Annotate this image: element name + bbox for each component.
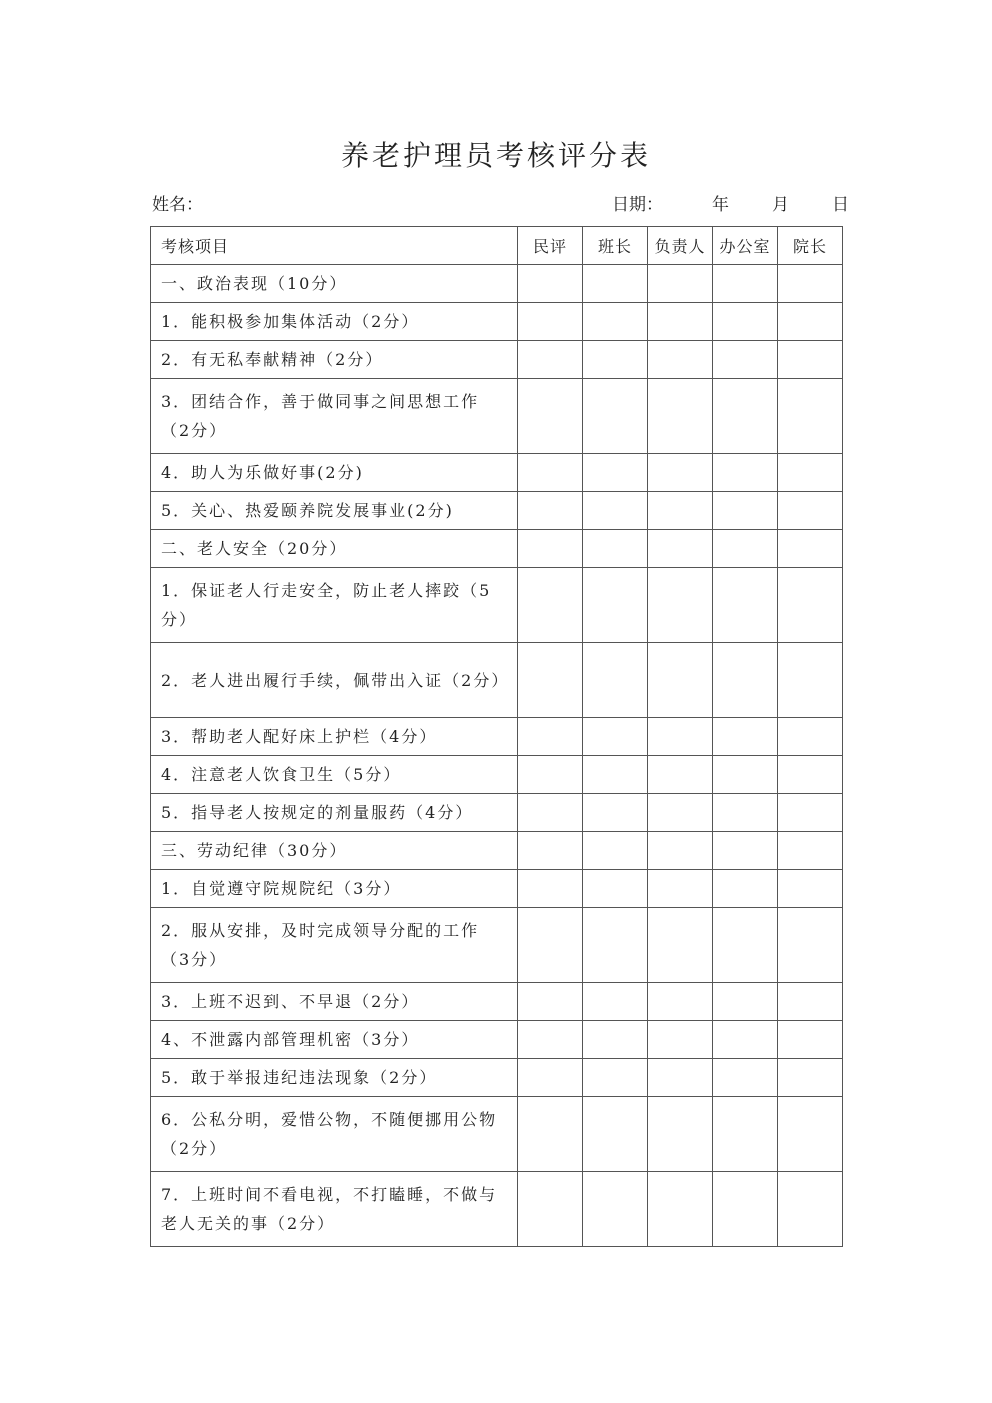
header-supervisor: 负责人: [648, 227, 713, 265]
table-row: [151, 718, 843, 756]
score-cell-public-review[interactable]: [518, 643, 583, 718]
header-item: 考核项目: [151, 227, 518, 265]
score-cell-director[interactable]: [778, 492, 843, 530]
score-cell-supervisor[interactable]: [648, 303, 713, 341]
assessment-item: 3．上班不迟到、不早退（2分）: [151, 983, 518, 1021]
score-cell-supervisor[interactable]: [648, 908, 713, 983]
score-cell-team-leader[interactable]: [583, 983, 648, 1021]
score-cell-supervisor[interactable]: [648, 379, 713, 454]
score-cell-public-review[interactable]: [518, 454, 583, 492]
score-cell-team-leader[interactable]: [583, 568, 648, 643]
day-label: 日: [832, 195, 849, 215]
score-cell-office[interactable]: [713, 832, 778, 870]
score-cell-director[interactable]: [778, 454, 843, 492]
header-team-leader: 班长: [583, 227, 648, 265]
score-cell-team-leader[interactable]: [583, 908, 648, 983]
score-cell-team-leader[interactable]: [583, 794, 648, 832]
table-row: [151, 492, 843, 530]
score-cell-supervisor[interactable]: [648, 492, 713, 530]
score-cell-team-leader[interactable]: [583, 492, 648, 530]
score-cell-public-review[interactable]: [518, 1021, 583, 1059]
score-cell-director[interactable]: [778, 794, 843, 832]
assessment-item: 4、不泄露内部管理机密（3分）: [151, 1021, 518, 1059]
score-cell-team-leader[interactable]: [583, 1172, 648, 1247]
name-label: 姓名：: [152, 195, 203, 215]
score-cell-public-review[interactable]: [518, 870, 583, 908]
table-row: [151, 303, 843, 341]
score-cell-team-leader[interactable]: [583, 1021, 648, 1059]
score-cell-office[interactable]: [713, 1097, 778, 1172]
score-cell-director[interactable]: [778, 832, 843, 870]
score-cell-director[interactable]: [778, 568, 843, 643]
score-cell-director[interactable]: [778, 1059, 843, 1097]
table-row: [151, 983, 843, 1021]
score-cell-supervisor[interactable]: [648, 1172, 713, 1247]
score-cell-office[interactable]: [713, 568, 778, 643]
score-cell-supervisor[interactable]: [648, 983, 713, 1021]
header-director: 院长: [778, 227, 843, 265]
assessment-item: 4．注意老人饮食卫生（5分）: [151, 756, 518, 794]
score-cell-director[interactable]: [778, 341, 843, 379]
score-cell-team-leader[interactable]: [583, 870, 648, 908]
score-cell-office[interactable]: [713, 1059, 778, 1097]
score-cell-team-leader[interactable]: [583, 454, 648, 492]
score-cell-supervisor[interactable]: [648, 643, 713, 718]
score-cell-public-review[interactable]: [518, 718, 583, 756]
assessment-item: 4．助人为乐做好事(2分): [151, 454, 518, 492]
score-cell-office[interactable]: [713, 870, 778, 908]
score-cell-office[interactable]: [713, 492, 778, 530]
score-cell-public-review[interactable]: [518, 265, 583, 303]
table-row: [151, 832, 843, 870]
score-cell-director[interactable]: [778, 1097, 843, 1172]
score-cell-public-review[interactable]: [518, 303, 583, 341]
score-cell-director[interactable]: [778, 530, 843, 568]
table-row: [151, 1097, 843, 1172]
table-row: [151, 341, 843, 379]
score-cell-public-review[interactable]: [518, 492, 583, 530]
assessment-item: 一、政治表现（10分）: [151, 265, 518, 303]
table-row: [151, 379, 843, 454]
score-cell-office[interactable]: [713, 265, 778, 303]
year-label: 年: [712, 195, 729, 215]
score-cell-office[interactable]: [713, 1172, 778, 1247]
month-label: 月: [772, 195, 789, 215]
table-row: [151, 756, 843, 794]
table-row: [151, 265, 843, 303]
score-cell-supervisor[interactable]: [648, 265, 713, 303]
score-cell-team-leader[interactable]: [583, 303, 648, 341]
score-cell-office[interactable]: [713, 756, 778, 794]
score-cell-director[interactable]: [778, 643, 843, 718]
score-cell-supervisor[interactable]: [648, 718, 713, 756]
score-cell-supervisor[interactable]: [648, 832, 713, 870]
header-public-review: 民评: [518, 227, 583, 265]
score-cell-public-review[interactable]: [518, 983, 583, 1021]
assessment-item: 1．自觉遵守院规院纪（3分）: [151, 870, 518, 908]
score-cell-office[interactable]: [713, 379, 778, 454]
table-row: [151, 530, 843, 568]
table-header-row: [151, 227, 843, 265]
date-label: 日期：: [612, 195, 663, 215]
score-cell-public-review[interactable]: [518, 1172, 583, 1247]
score-cell-office[interactable]: [713, 794, 778, 832]
table-row: [151, 1172, 843, 1247]
score-cell-team-leader[interactable]: [583, 756, 648, 794]
table-row: [151, 794, 843, 832]
score-cell-team-leader[interactable]: [583, 1059, 648, 1097]
score-cell-public-review[interactable]: [518, 756, 583, 794]
score-cell-director[interactable]: [778, 265, 843, 303]
assessment-item: 二、老人安全（20分）: [151, 530, 518, 568]
score-cell-director[interactable]: [778, 983, 843, 1021]
score-cell-office[interactable]: [713, 303, 778, 341]
table-row: [151, 568, 843, 643]
table-row: [151, 870, 843, 908]
score-cell-director[interactable]: [778, 870, 843, 908]
score-cell-public-review[interactable]: [518, 341, 583, 379]
assessment-item: 7．上班时间不看电视，不打瞌睡，不做与老人无关的事（2分）: [151, 1172, 518, 1247]
assessment-item: 5．关心、热爱颐养院发展事业(2分): [151, 492, 518, 530]
page-title: 养老护理员考核评分表: [340, 139, 651, 172]
assessment-item: 6．公私分明，爱惜公物，不随便挪用公物（2分）: [151, 1097, 518, 1172]
score-cell-team-leader[interactable]: [583, 265, 648, 303]
score-cell-office[interactable]: [713, 908, 778, 983]
score-cell-director[interactable]: [778, 379, 843, 454]
assessment-item: 3．帮助老人配好床上护栏（4分）: [151, 718, 518, 756]
score-cell-director[interactable]: [778, 1172, 843, 1247]
score-cell-office[interactable]: [713, 530, 778, 568]
assessment-item: 3．团结合作，善于做同事之间思想工作（2分）: [151, 379, 518, 454]
score-cell-supervisor[interactable]: [648, 568, 713, 643]
score-cell-director[interactable]: [778, 1021, 843, 1059]
score-cell-public-review[interactable]: [518, 379, 583, 454]
score-cell-director[interactable]: [778, 756, 843, 794]
score-cell-office[interactable]: [713, 341, 778, 379]
score-cell-supervisor[interactable]: [648, 794, 713, 832]
score-cell-director[interactable]: [778, 718, 843, 756]
assessment-item: 2．老人进出履行手续，佩带出入证（2分）: [151, 643, 518, 718]
score-cell-office[interactable]: [713, 983, 778, 1021]
score-cell-team-leader[interactable]: [583, 379, 648, 454]
assessment-item: 三、劳动纪律（30分）: [151, 832, 518, 870]
score-cell-public-review[interactable]: [518, 568, 583, 643]
table-row: [151, 908, 843, 983]
table-row: [151, 1059, 843, 1097]
score-cell-team-leader[interactable]: [583, 341, 648, 379]
score-cell-public-review[interactable]: [518, 530, 583, 568]
score-cell-office[interactable]: [713, 643, 778, 718]
score-cell-public-review[interactable]: [518, 1059, 583, 1097]
assessment-item: 1．保证老人行走安全，防止老人摔跤（5分）: [151, 568, 518, 643]
score-cell-office[interactable]: [713, 454, 778, 492]
score-cell-supervisor[interactable]: [648, 454, 713, 492]
score-cell-public-review[interactable]: [518, 794, 583, 832]
assessment-item: 5．敢于举报违纪违法现象（2分）: [151, 1059, 518, 1097]
score-cell-supervisor[interactable]: [648, 530, 713, 568]
score-cell-office[interactable]: [713, 718, 778, 756]
assessment-table: [150, 226, 843, 1247]
score-cell-team-leader[interactable]: [583, 832, 648, 870]
score-cell-team-leader[interactable]: [583, 1097, 648, 1172]
score-cell-team-leader[interactable]: [583, 530, 648, 568]
score-cell-team-leader[interactable]: [583, 718, 648, 756]
score-cell-public-review[interactable]: [518, 832, 583, 870]
score-cell-public-review[interactable]: [518, 908, 583, 983]
score-cell-director[interactable]: [778, 908, 843, 983]
score-cell-supervisor[interactable]: [648, 1059, 713, 1097]
score-cell-director[interactable]: [778, 303, 843, 341]
score-cell-supervisor[interactable]: [648, 341, 713, 379]
table-row: [151, 1021, 843, 1059]
score-cell-supervisor[interactable]: [648, 1097, 713, 1172]
score-cell-public-review[interactable]: [518, 1097, 583, 1172]
assessment-item: 2．有无私奉献精神（2分）: [151, 341, 518, 379]
table-row: [151, 454, 843, 492]
assessment-item: 2．服从安排，及时完成领导分配的工作（3分）: [151, 908, 518, 983]
header-office: 办公室: [713, 227, 778, 265]
score-cell-supervisor[interactable]: [648, 1021, 713, 1059]
score-cell-supervisor[interactable]: [648, 756, 713, 794]
score-cell-team-leader[interactable]: [583, 643, 648, 718]
assessment-item: 5．指导老人按规定的剂量服药（4分）: [151, 794, 518, 832]
score-cell-supervisor[interactable]: [648, 870, 713, 908]
table-row: [151, 643, 843, 718]
assessment-item: 1．能积极参加集体活动（2分）: [151, 303, 518, 341]
score-cell-office[interactable]: [713, 1021, 778, 1059]
